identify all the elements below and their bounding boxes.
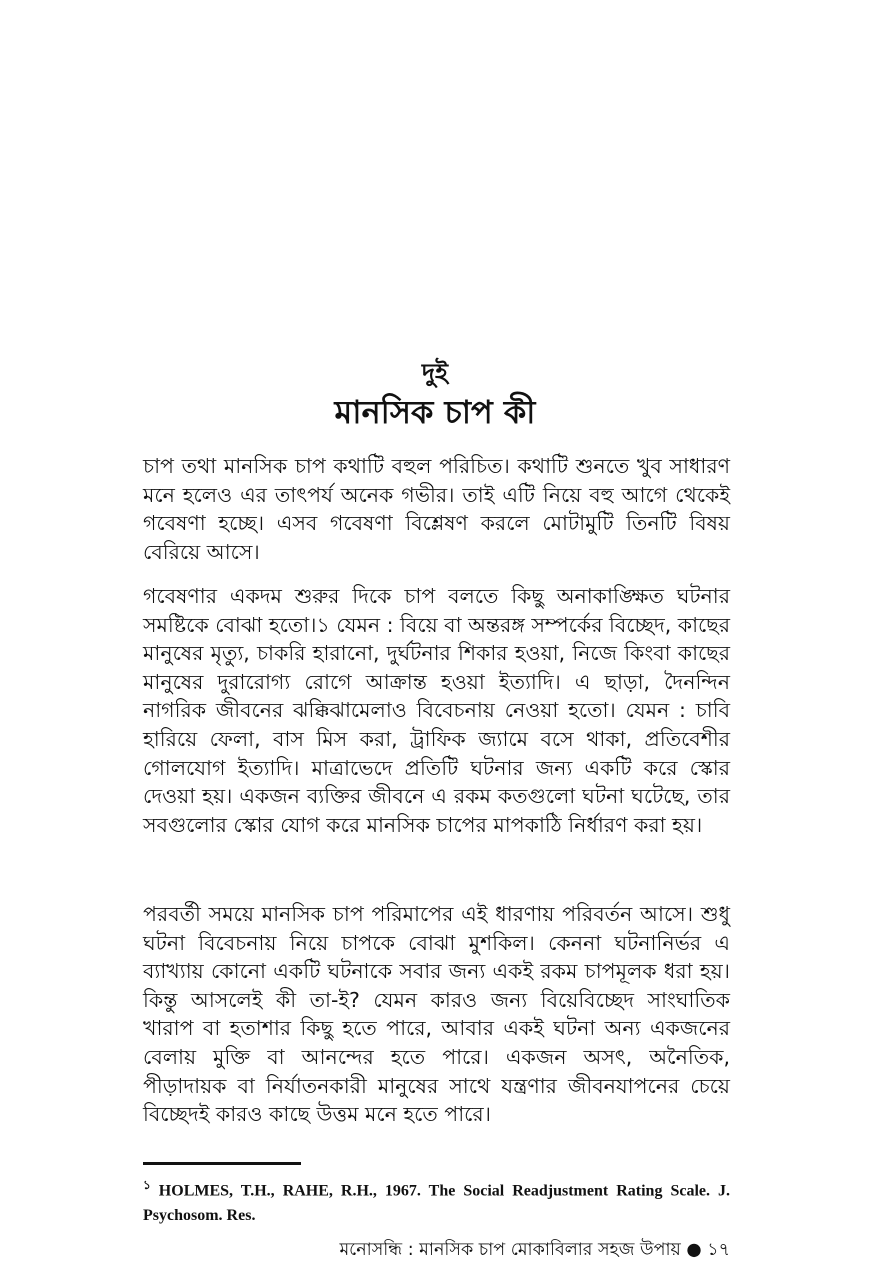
body-paragraph-1: চাপ তথা মানসিক চাপ কথাটি বহুল পরিচিত। কথাটি শুনতে খুব সাধারণ মনে হলেও এর তাৎপর্য অনেক গভীর। তাই এটি নিয়ে বহু আগে থেকেই গবেষণা হচ্ছে। এসব গবেষণা বিশ্লেষণ করলে মোটামুটি তিনটি বিষয় বেরিয়ে আসে। [143, 454, 730, 564]
footnote-divider [143, 1162, 301, 1165]
footnote-text: HOLMES, T.H., RAHE, R.H., 1967. The Social Readjustment Rating Scale. J. Psychosom. Res. [143, 1182, 730, 1225]
running-footer: মনোসন্ধি : মানসিক চাপ মোকাবিলার সহজ উপায় ● ১৭ [339, 1240, 730, 1260]
body-paragraph-3: পরবর্তী সময়ে মানসিক চাপ পরিমাপের এই ধারণায় পরিবর্তন আসে। শুধু ঘটনা বিবেচনায় নিয়ে চাপকে বোঝা মুশকিল। কেননা ঘটনানির্ভর এ ব্যাখ্যায় কোনো একটি ঘটনাকে সবার জন্য একই রকম চাপমূলক ধরা হয়। কিন্তু আসলেই কী তা-ই? যেমন কারও জন্য বিয়েবিচ্ছেদ সাংঘাতিক খারাপ বা হতাশার কিছু হতে পারে, আবার একই ঘটনা অন্য একজনের বেলায় মুক্তি বা আনন্দের হতে পারে। একজন অসৎ, অনৈতিক, পীড়াদায়ক বা নির্যাতনকারী মানুষের সাথে যন্ত্রণার জীবনযাপনের চেয়ে বিচ্ছেদই কারও কাছে উত্তম মনে হতে পারে। [143, 902, 730, 1127]
body-paragraph-2: গবেষণার একদম শুরুর দিকে চাপ বলতে কিছু অনাকাঙ্ক্ষিত ঘটনার সমষ্টিকে বোঝা হতো।১ যেমন : বিয়ে বা অন্তরঙ্গ সম্পর্কের বিচ্ছেদ, কাছের মানুষের মৃত্যু, চাকরি হারানো, দুর্ঘটনার শিকার হওয়া, নিজে কিংবা কাছের মানুষের দুরারোগ্য রোগে আক্রান্ত হওয়া ইত্যাদি। এ ছাড়া, দৈনন্দিন নাগরিক জীবনের ঝক্কিঝামেলাও বিবেচনায় নেওয়া হতো। যেমন : চাবি হারিয়ে ফেলা, বাস মিস করা, ট্রাফিক জ্যামে বসে থাকা, প্রতিবেশীর গোলযোগ ইত্যাদি। মাত্রাভেদে প্রতিটি ঘটনার জন্য একটি করে স্কোর দেওয়া হয়। একজন ব্যক্তির জীবনে এ রকম কতগুলো ঘটনা ঘটেছে, তার সবগুলোর স্কোর যোগ করে মানসিক চাপের মাপকাঠি নির্ধারণ করা হয়। [143, 584, 730, 837]
footnote [143, 1173, 730, 1228]
chapter-number: দুই [421, 358, 449, 387]
chapter-title: মানসিক চাপ কী [334, 393, 536, 431]
footnote-marker: ১ [143, 1178, 151, 1192]
